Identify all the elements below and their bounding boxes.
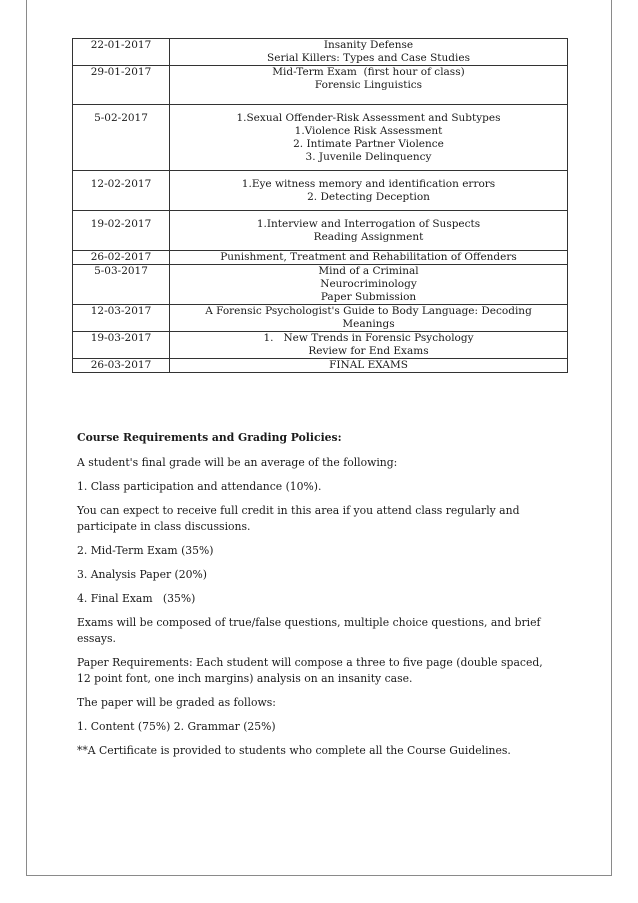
course-requirements-section [77, 430, 557, 767]
schedule-row [73, 211, 568, 251]
schedule-row [73, 105, 568, 171]
exams-note: Exams will be composed of true/false questions, multiple choice questions, and brief essays. [77, 616, 541, 645]
schedule-topic-line: Insanity Defense [323, 39, 414, 51]
schedule-date: 26-02-2017 [73, 251, 170, 265]
schedule-row [73, 332, 568, 359]
schedule-topics [170, 251, 568, 265]
schedule-topics [170, 171, 568, 211]
schedule-row [73, 265, 568, 305]
schedule-topic-line: 1.Violence Risk Assessment [294, 125, 443, 137]
schedule-topic-line: Mid-Term Exam (first hour of class) [272, 66, 465, 78]
schedule-topic-line: Punishment, Treatment and Rehabilitation of Offenders [220, 251, 517, 263]
schedule-topics [170, 305, 568, 332]
schedule-topics [170, 265, 568, 305]
schedule-table [72, 38, 568, 373]
schedule-topics [170, 211, 568, 251]
schedule-topic-line: Reading Assignment [313, 231, 424, 243]
schedule-topic-line: 1.Eye witness memory and identification errors [241, 178, 496, 190]
grade-item-paper: 3. Analysis Paper (20%) [77, 568, 207, 581]
schedule-row [73, 39, 568, 66]
grade-item-midterm: 2. Mid-Term Exam (35%) [77, 544, 214, 557]
schedule-topic-line: 1.Interview and Interrogation of Suspects [256, 218, 481, 230]
schedule-date: 5-02-2017 [73, 105, 170, 171]
schedule-topic-line: A Forensic Psychologist's Guide to Body Language: Decoding [205, 305, 532, 317]
schedule-topic-line: Meanings [342, 318, 395, 330]
paper-requirements: Paper Requirements: Each student will compose a three to five page (double spaced, 12 point font, one inch margins) analysis on an insanity case. [77, 656, 543, 685]
schedule-topics [170, 39, 568, 66]
schedule-row [73, 251, 568, 265]
schedule-topic-line: 2. Detecting Deception [307, 191, 430, 203]
grade-intro: A student's final grade will be an average of the following: [77, 456, 398, 469]
schedule-topic-line: Review for End Exams [308, 345, 429, 357]
schedule-date: 22-01-2017 [73, 39, 170, 66]
schedule-row [73, 359, 568, 373]
certificate-note: **A Certificate is provided to students who complete all the Course Guidelines. [77, 744, 511, 757]
schedule-row [73, 171, 568, 211]
schedule-topic-line: Paper Submission [320, 291, 417, 303]
schedule-date: 12-02-2017 [73, 171, 170, 211]
schedule-date: 19-02-2017 [73, 211, 170, 251]
schedule-topic-line: 1. New Trends in Forensic Psychology [263, 332, 474, 344]
schedule-topic-line: FINAL EXAMS [329, 359, 408, 371]
schedule-topic-line: Mind of a Criminal [318, 265, 419, 277]
grading-items: 1. Content (75%) 2. Grammar (25%) [77, 720, 276, 733]
schedule-topic-line: 1.Sexual Offender-Risk Assessment and Subtypes [236, 112, 501, 124]
grading-intro: The paper will be graded as follows: [77, 696, 276, 709]
schedule-topics [170, 66, 568, 105]
grade-item-participation: 1. Class participation and attendance (10%). [77, 480, 322, 493]
schedule-date: 26-03-2017 [73, 359, 170, 373]
grade-item-final: 4. Final Exam (35%) [77, 592, 196, 605]
schedule-row [73, 66, 568, 105]
schedule-topic-line: Neurocriminology [320, 278, 417, 290]
schedule-date: 12-03-2017 [73, 305, 170, 332]
participation-note: You can expect to receive full credit in this area if you attend class regularly and participate in class discussions. [77, 504, 520, 533]
schedule-topics [170, 105, 568, 171]
schedule-topic-line: Serial Killers: Types and Case Studies [267, 52, 470, 64]
section-heading: Course Requirements and Grading Policies: [77, 431, 342, 444]
schedule-topic-line: Forensic Linguistics [314, 79, 423, 91]
schedule-date: 5-03-2017 [73, 265, 170, 305]
schedule-date: 29-01-2017 [73, 66, 170, 105]
schedule-topics [170, 359, 568, 373]
schedule-row [73, 305, 568, 332]
schedule-date: 19-03-2017 [73, 332, 170, 359]
schedule-topic-line: 3. Juvenile Delinquency [305, 151, 432, 163]
schedule-topic-line: 2. Intimate Partner Violence [293, 138, 444, 150]
schedule-topics [170, 332, 568, 359]
